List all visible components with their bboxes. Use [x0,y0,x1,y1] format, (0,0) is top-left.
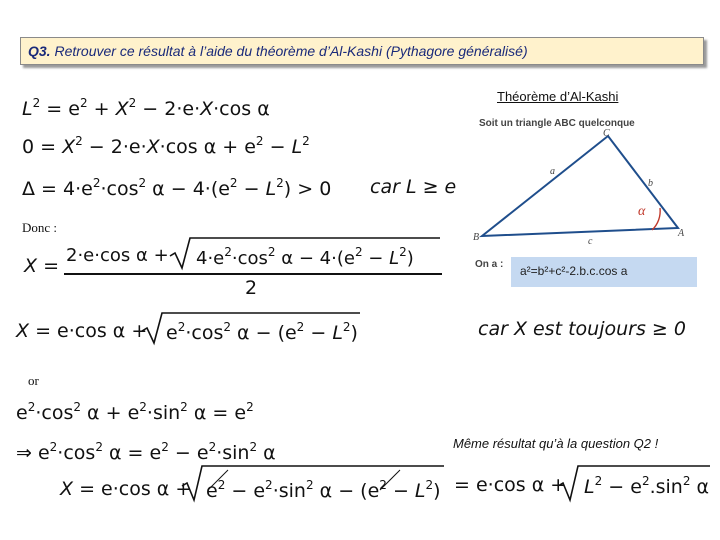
same-result-note: Même résultat qu’à la question Q2 ! [453,436,659,451]
angle-alpha-label: α [638,204,646,219]
question-text [28,43,528,59]
equation-line-4-radicand: $4\cdot e^2\cdot\cos^2$ $\alpha - 4\cdot(e^2 - L^2)$ [196,245,414,269]
vertex-A-label: A [678,228,685,239]
equation-line-8-result-radicand: $L^2 - e^2.\sin^2$ α [584,474,710,498]
equation-line-8-start: X = e·cos α + [60,478,192,500]
condition-L-ge-e: car L ≥ e [370,176,457,198]
equation-line-7: ⇒ $e^2\cdot\cos^2$ $\alpha = e^2 - e^2\cdot\sin^2$ α [16,440,276,464]
on-a-label: On a : [475,259,504,270]
vertex-C-label: C [603,128,610,139]
question-body: Retrouver ce résultat à l’aide du théorème d’Al-Kashi (Pythagore généralisé) [50,43,528,59]
donc-label: Donc : [22,220,58,235]
triangle-diagram [470,128,690,253]
equation-line-6: $e^2\cdot\cos^2$ $\alpha + e^2\cdot\sin^2$ $\alpha = e^2$ [16,400,254,424]
equation-line-3: $\Delta = 4\cdot e^2\cdot\cos^2$ $\alpha - 4\cdot(e^2 - L^2) > 0$ [22,176,332,200]
question-box [20,37,704,65]
vertex-B-label: B [473,232,480,243]
equation-line-5-start: X = e·cos α + [16,320,148,342]
question-number: Q3. [28,43,51,59]
side-b-label: b [648,178,653,189]
triangle-caption: Soit un triangle ABC quelconque [479,118,635,129]
angle-arc [652,208,660,230]
al-kashi-formula: a²=b²+c²-2.b.c.cos a [511,257,697,287]
equation-line-2: $0 = X^2 - 2\cdot e\cdot X\cdot\cos$ $\alpha + e^2 - L^2$ [22,134,310,158]
equation-line-8-radicand: $e^2 - e^2\cdot\sin^2$ $\alpha - (e^2 - L^2)$ [206,478,441,502]
side-a-label: a [550,166,555,177]
equation-line-1: $L^2 = e^2 + X^2 - 2\cdot e\cdot X\cdot\cos$ α [22,96,270,120]
equation-line-8-result-start: = e·cos α + [454,474,567,496]
or-label: or [28,373,39,388]
equation-line-4-denominator: 2 [245,277,258,299]
equation-line-4-fraction-bar [64,273,442,275]
theorem-title: Théorème d’Al-Kashi [497,89,619,104]
equation-line-5-radicand: $e^2\cdot\cos^2$ $\alpha - (e^2 - L^2)$ [166,320,358,344]
side-c-label: c [588,236,593,247]
equation-line-4-lhs: X = [24,255,59,277]
condition-X-positive: car X est toujours ≥ 0 [478,318,686,340]
equation-line-4-numerator: 2·e·cos α + [66,245,169,266]
